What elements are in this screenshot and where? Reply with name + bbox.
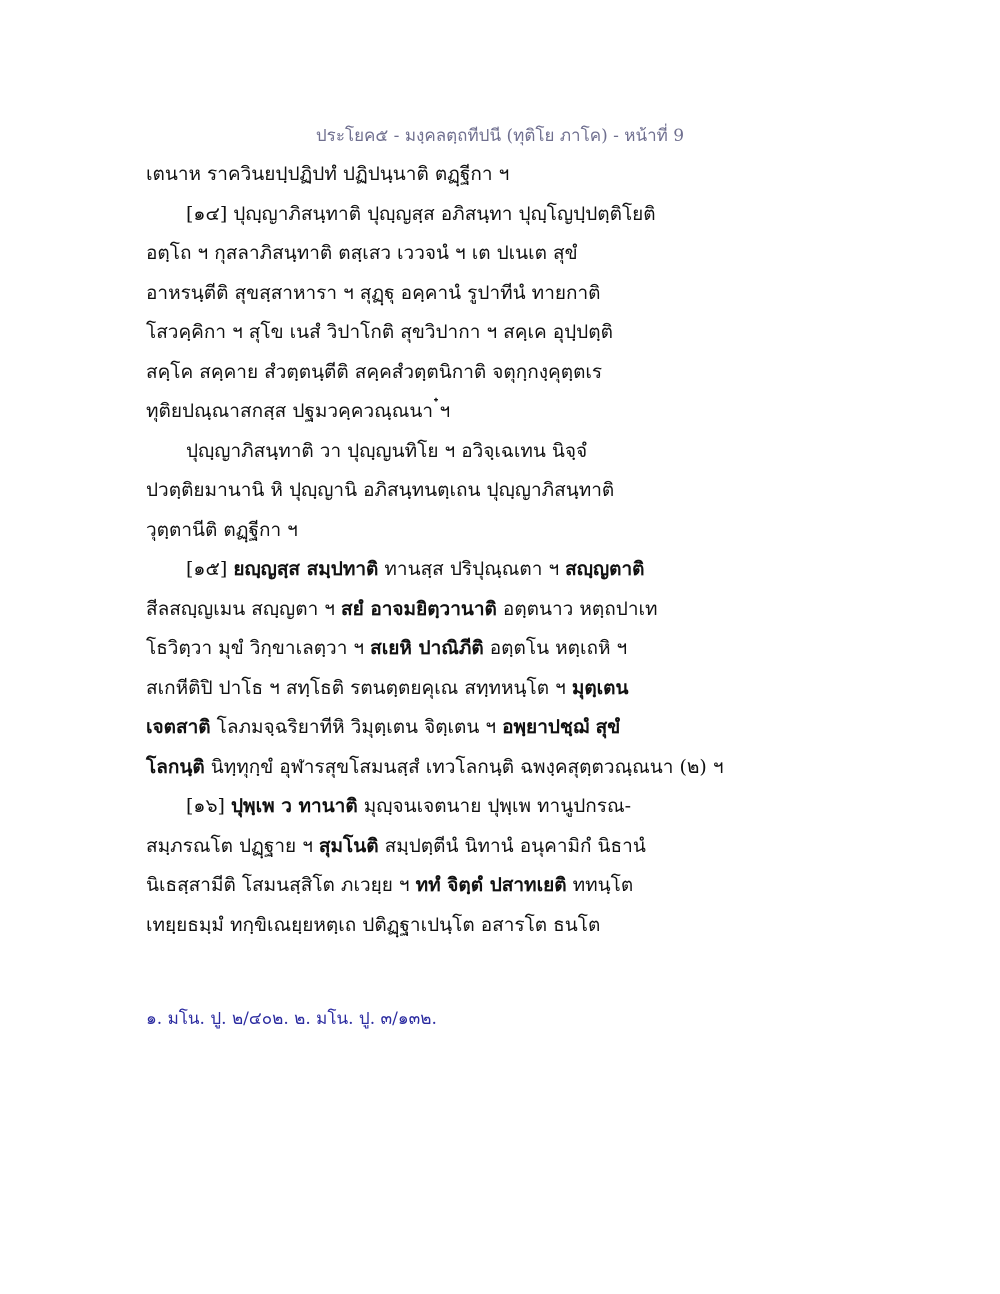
bold-term: โลกนฺติ [146, 755, 205, 778]
bold-term: อพฺยาปชฺฌํ สุขํ [502, 716, 621, 738]
text-line [146, 471, 726, 511]
text-line [146, 313, 726, 353]
page-header: ประโยค๕ - มงฺคลตฺถทีปนี (ทุติโย ภาโค) - หน้าที่ 9 [315, 126, 685, 146]
bold-term: สยํ อาจมยิตฺวานาติ [341, 597, 497, 620]
text-line [146, 787, 726, 827]
text-line [146, 432, 726, 472]
text-line [146, 590, 726, 630]
text-line [146, 906, 726, 946]
body-text [146, 155, 726, 945]
text-segment: โลภมจฺฉริยาทีหิ วิมุตฺเตน จิตฺเตน ฯ [210, 716, 503, 738]
text-segment: ททนฺโต [566, 874, 634, 896]
text-segment: สมฺภรณโต ปฏฺฐาย ฯ [146, 834, 319, 857]
bold-term: เจตสาติ [146, 716, 211, 738]
text-segment: โธวิตฺวา มุขํ วิกฺขาเลตฺวา ฯ [146, 637, 371, 659]
text-segment: สีลสญฺญเมน สญฺญตา ฯ [146, 597, 341, 620]
text-segment: สคฺโค สคฺคาย สํวตฺตนฺตีติ สคฺคสํวตฺตนิกาติ จตุกฺกงฺคุตฺตเร [146, 360, 603, 383]
text-segment: [๑๖] [186, 795, 231, 817]
text-line [146, 629, 726, 669]
text-segment: อตฺตโน หตฺเถหิ ฯ [483, 637, 628, 659]
bold-term: สญฺญตาติ [565, 558, 645, 580]
text-line [146, 392, 726, 432]
bold-term: สุมโนติ [318, 834, 379, 857]
text-segment: ทุติยปณฺณาสกสฺส ปฐมวคฺควณฺณนา ๋ฯ [146, 400, 451, 422]
text-segment: [๑๔] ปุญฺญาภิสนฺทาติ ปุญฺญสฺส อภิสนฺทา ปุญฺโญปฺปตฺติโยติ [186, 202, 656, 225]
bold-term: สเยหิ ปาณิภีติ [370, 637, 484, 659]
text-line [146, 234, 726, 274]
text-segment: อตฺโถ ฯ กุสลาภิสนฺทาติ ตสฺเสว เววจนํ ฯ เต ปเนเต สุขํ [146, 242, 578, 264]
text-line [146, 511, 726, 551]
text-segment: ปุญฺญาภิสนฺทาติ วา ปุญฺญนทิโย ฯ อวิจฺเฉเทน นิจฺจํ [186, 439, 588, 462]
bold-term: ปุพฺเพ ว ทานาติ [231, 795, 358, 817]
text-segment: เทยฺยธมฺมํ ทกฺขิเณยฺยหตฺเถ ปติฏฺฐาเปนฺโต อสารโต ธนโต [146, 913, 601, 936]
text-segment: มุญฺจนเจตนาย ปุพฺเพ ทานูปกรณ- [357, 795, 632, 817]
text-line [146, 274, 726, 314]
text-segment: นิทฺทุกฺขํ อุฬารสุขโสมนสฺสํ เทวโลกนฺติ ฉพงฺคสุตฺตวณฺณนา (๒) ฯ [204, 755, 724, 778]
bold-term: มุตฺเตน [571, 676, 629, 699]
bold-term: ททํ จิตฺตํ ปสาทเยติ [415, 874, 567, 896]
text-segment: [๑๕] [186, 558, 234, 580]
text-segment: ทานสฺส ปริปุณฺณตา ฯ [378, 558, 566, 580]
text-line [146, 353, 726, 393]
text-segment: ปวตฺติยมานานิ หิ ปุญฺญานิ อภิสนฺทนตฺเถน ปุญฺญาภิสนฺทาติ [146, 479, 615, 501]
text-line [146, 195, 726, 235]
text-line [146, 708, 726, 748]
text-segment: นิเธสฺสามีติ โสมนสฺสิโต ภเวยฺย ฯ [146, 874, 416, 896]
text-segment: โสวคฺคิกา ฯ สุโข เนสํ วิปาโกติ สุขวิปากา ฯ สคฺเค อุปฺปตฺติ [146, 321, 613, 343]
text-segment: เตนาห ราควินยปฺปฏิปทํ ปฏิปนฺนาติ ตฏฺฐีกา ฯ [146, 163, 510, 185]
text-segment: สเกหีติปิ ปาโธ ฯ สทฺโธติ รตนตฺตยคุเณ สทฺทหนฺโต ฯ [146, 676, 572, 699]
bold-term: ยญฺญสฺส สมฺปทาติ [233, 558, 379, 580]
text-line [146, 669, 726, 709]
text-line [146, 827, 726, 867]
text-line [146, 155, 726, 195]
text-line [146, 550, 726, 590]
text-segment: สมฺปตฺตีนํ นิทานํ อนุคามิกํ นิธานํ [378, 834, 646, 857]
text-line [146, 748, 726, 788]
text-segment: อาหรนฺตีติ สุขสฺสาหารา ฯ สุฏฺฐุ อคฺคานํ รูปาทีนํ ทายกาติ [146, 281, 601, 304]
text-line [146, 866, 726, 906]
footnote: ๑. มโน. ปู. ๒/๔๐๒. ๒. มโน. ปู. ๓/๑๓๒. [146, 1009, 437, 1029]
text-segment: อตฺตนาว หตฺถปาเท [496, 597, 658, 620]
text-segment: วุตฺตานีติ ตฏฺฐีกา ฯ [146, 518, 298, 541]
